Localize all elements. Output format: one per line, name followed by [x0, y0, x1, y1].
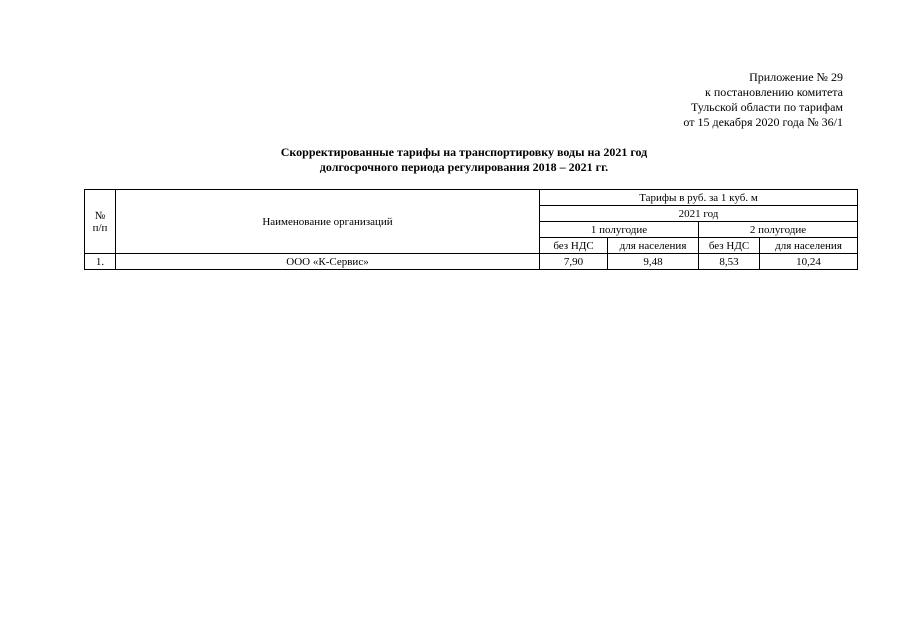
header-population-2: для населения [760, 238, 858, 254]
header-organization-name: Наименование организаций [116, 190, 540, 254]
header-half-1: 1 полугодие [540, 222, 699, 238]
header-number-line-1: № [94, 209, 106, 222]
document-title [140, 145, 788, 175]
appendix-header [683, 70, 843, 130]
title-line-1: Скорректированные тарифы на транспортировку воды на 2021 год [280, 145, 648, 159]
appendix-line-4: от 15 декабря 2020 года № 36/1 [683, 115, 843, 129]
header-year: 2021 год [540, 206, 858, 222]
title-line-2: долгосрочного периода регулирования 2018 – 2021 гг. [319, 160, 609, 174]
header-tariffs: Тарифы в руб. за 1 куб. м [540, 190, 858, 206]
header-number [85, 190, 116, 254]
row-h2-population: 10,24 [760, 254, 858, 270]
table-row [85, 254, 858, 270]
appendix-line-3: Тульской области по тарифам [690, 100, 843, 114]
appendix-line-2: к постановлению комитета [705, 85, 843, 99]
header-row-1 [85, 190, 858, 206]
row-h1-no-vat: 7,90 [540, 254, 608, 270]
row-number: 1. [85, 254, 116, 270]
header-population-1: для населения [608, 238, 699, 254]
row-h2-no-vat: 8,53 [699, 254, 760, 270]
header-no-vat-2: без НДС [699, 238, 760, 254]
appendix-line-1: Приложение № 29 [749, 70, 843, 84]
header-number-line-2: п/п [92, 221, 108, 234]
header-no-vat-1: без НДС [540, 238, 608, 254]
tariffs-table [84, 189, 858, 270]
header-half-2: 2 полугодие [699, 222, 858, 238]
row-organization: ООО «К-Сервис» [116, 254, 540, 270]
row-h1-population: 9,48 [608, 254, 699, 270]
